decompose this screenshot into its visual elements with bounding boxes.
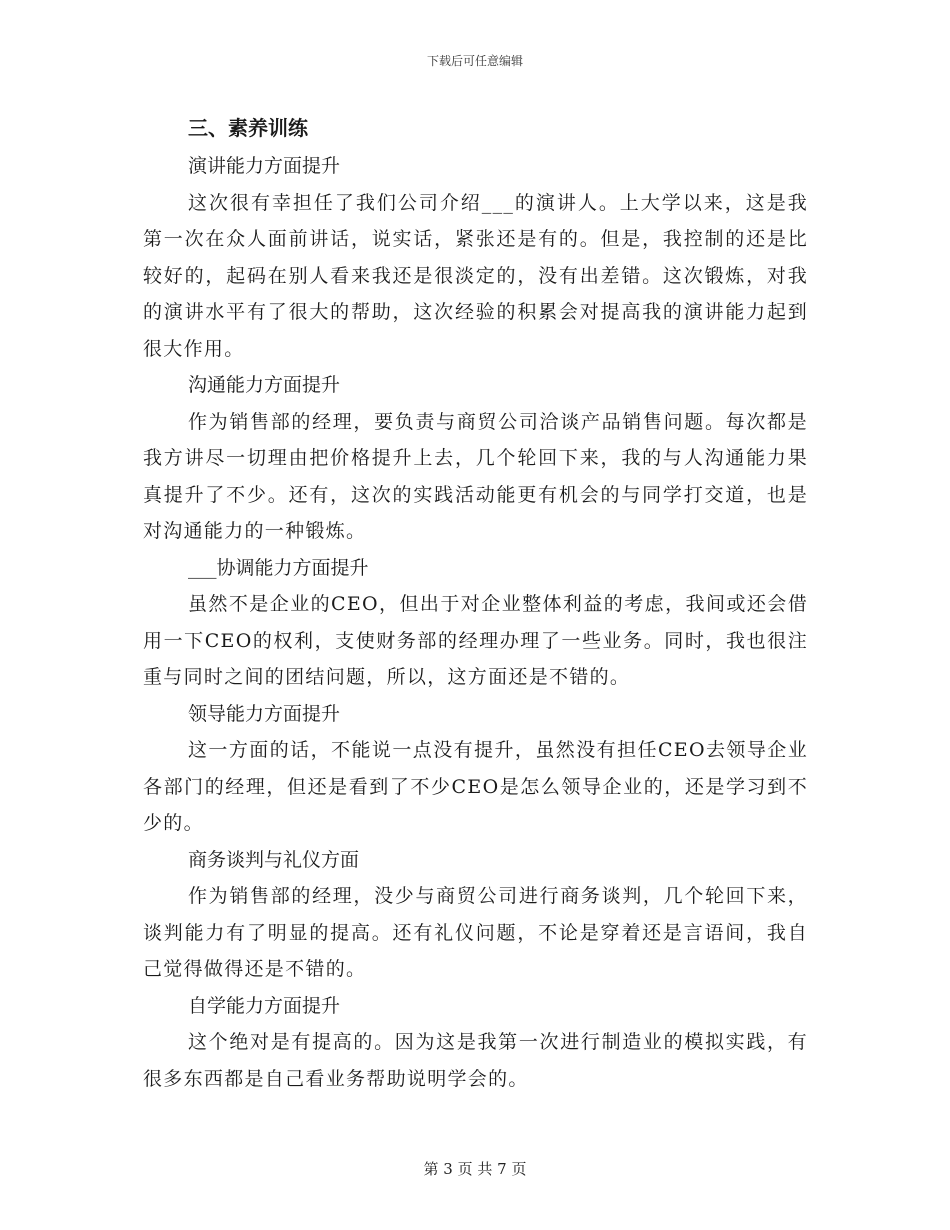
section-item-leadership [143,696,808,842]
paragraph-leadership: 这一方面的话，不能说一点没有提升，虽然没有担任CEO去领导企业各部门的经理，但还是看到了不少CEO是怎么领导企业的，还是学习到不少的。 [143,739,808,834]
paragraph-coordination: 虽然不是企业的CEO，但出于对企业整体利益的考虑，我间或还会借用一下CEO的权利，支使财务部的经理办理了一些业务。同时，我也很注重与同时之间的团结问题，所以，这方面还是不错的。 [143,593,808,688]
page-header-note: 下载后可任意编辑 [426,54,523,68]
section-title: 三、素养训练 [188,116,308,140]
section-item-coordination [143,550,808,696]
paragraph-negotiation: 作为销售部的经理，没少与商贸公司进行商务谈判，几个轮回下来，谈判能力有了明显的提高。还有礼仪问题，不论是穿着还是言语间，我自己觉得做得还是不错的。 [143,885,808,980]
subheading-leadership: 领导能力方面提升 [188,702,341,725]
document-body [143,108,808,1097]
paragraph-communication: 作为销售部的经理，要负责与商贸公司洽谈产品销售问题。每次都是我方讲尽一切理由把价格提升上去，几个轮回下来，我的与人沟通能力果真提升了不少。还有，这次的实践活动能更有机会的与同学打交道，也是对沟通能力的一种锻炼。 [143,410,808,542]
subheading-speech: 演讲能力方面提升 [188,155,341,177]
section-item-speech [143,148,808,367]
paragraph-self-study: 这个绝对是有提高的。因为这是我第一次进行制造业的模拟实践，有很多东西都是自己看业务帮助说明学会的。 [143,1031,808,1090]
subheading-negotiation: 商务谈判与礼仪方面 [188,848,360,871]
page-number: 第 3 页 共 7 页 [423,1160,527,1178]
section-item-communication [143,367,808,550]
paragraph-speech: 这次很有幸担任了我们公司介绍___的演讲人。上大学以来，这是我第一次在众人面前讲话，说实话，紧张还是有的。但是，我控制的还是比较好的，起码在别人看来我还是很淡定的，没有出差错。这次锻炼，对我的演讲水平有了很大的帮助，这次经验的积累会对提高我的演讲能力起到很大作用。 [143,191,808,360]
section-item-self-study [143,988,808,1098]
section-item-negotiation [143,842,808,988]
subheading-coordination: ___协调能力方面提升 [188,556,369,579]
subheading-communication: 沟通能力方面提升 [188,374,341,396]
subheading-self-study: 自学能力方面提升 [188,994,341,1017]
